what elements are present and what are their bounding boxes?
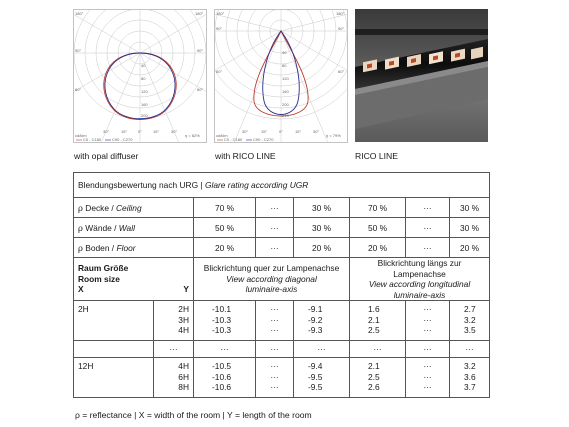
angle-label: 0° [279, 129, 283, 134]
table-cell: ··· [450, 341, 490, 358]
table-cell: 70 % [194, 198, 256, 218]
scale-label: 160 [141, 102, 148, 107]
scale-label: 120 [141, 89, 148, 94]
angle-label: 60° [197, 87, 204, 92]
table-cell: ··· [406, 341, 450, 358]
room-size-header: Raum Größe Room size X Y [74, 258, 194, 301]
room-x: 12H [74, 358, 154, 398]
angle-label: 15° [153, 129, 160, 134]
table-cell: ··· [406, 198, 450, 218]
ugr-values: 2.7 3.2 3.5 [450, 301, 490, 341]
polar-diagram-opal [73, 9, 207, 143]
angle-label: 0° [138, 129, 142, 134]
table-cell: 20 % [294, 238, 350, 258]
scale-label: 160 [282, 89, 289, 94]
angle-label: 30° [103, 129, 110, 134]
table-cell: ··· [406, 238, 450, 258]
ugr-values: -9.4 -9.5 -9.5 [294, 358, 350, 398]
room-y-list: 2H 3H 4H [154, 301, 194, 341]
title-separator: | [198, 180, 205, 190]
room-y-list: 4H 6H 8H [154, 358, 194, 398]
legend-entry: C90 - C270 [112, 137, 133, 142]
ugr-values: 3.2 3.6 3.7 [450, 358, 490, 398]
caption-opal: with opal diffuser [74, 151, 139, 161]
table-cell: ··· [350, 341, 406, 358]
angle-label: 90° [216, 26, 223, 31]
angle-label: 90° [197, 48, 204, 53]
ugr-values: -10.1 -10.3 -10.3 [194, 301, 256, 341]
scale-label: 120 [282, 76, 289, 81]
table-cell: 30 % [450, 198, 490, 218]
table-cell: ··· [294, 341, 350, 358]
efficiency-label: η = 79% [326, 133, 341, 138]
product-photo-svg [355, 9, 488, 142]
scale-label: 80 [282, 63, 287, 68]
table-cell: 20 % [194, 238, 256, 258]
caption-photo: RICO LINE [355, 151, 398, 161]
table-cell: 20 % [350, 238, 406, 258]
table-row-group-12h [74, 358, 490, 398]
angle-label: 180° [216, 11, 225, 16]
table-cell: ··· [154, 341, 194, 358]
scale-label: 40 [141, 63, 146, 68]
row-label: ρ Decke / Ceiling [74, 198, 194, 218]
reflectance-row-wall [74, 218, 490, 238]
table-cell: ··· [406, 218, 450, 238]
reflectance-row-floor [74, 238, 490, 258]
polar-diagram-opal-svg [73, 9, 207, 143]
angle-label: 30° [171, 129, 178, 134]
table-cell: 30 % [450, 218, 490, 238]
table-cell: 70 % [350, 198, 406, 218]
ugr-values: ··· ··· ··· [406, 301, 450, 341]
table-cell: 50 % [350, 218, 406, 238]
ugr-values: 2.1 2.5 2.6 [350, 358, 406, 398]
angle-label: 90° [75, 48, 82, 53]
angle-label: 60° [216, 69, 223, 74]
row-label: ρ Boden / Floor [74, 238, 194, 258]
table-cell: ··· [256, 238, 294, 258]
table-row-ellipsis [74, 341, 490, 358]
table-row-group-2h [74, 301, 490, 341]
product-photo [355, 9, 488, 142]
scale-label: 80 [141, 76, 146, 81]
scale-label: 200 [141, 113, 148, 118]
angle-label: 90° [338, 26, 345, 31]
efficiency-label: η = 82% [185, 133, 200, 138]
angle-label: 30° [313, 129, 320, 134]
table-cell: 30 % [294, 218, 350, 238]
scale-label: 200 [282, 102, 289, 107]
table-cell: ··· [256, 198, 294, 218]
view-header-row [74, 258, 490, 301]
view-cross-header: Blickrichtung quer zur Lampenachse View according diagonal luminaire-axis [194, 258, 350, 301]
unit-label: cd/klm [216, 133, 228, 138]
angle-label: 180° [195, 11, 204, 16]
table-title-row [74, 173, 490, 198]
angle-label: 15° [261, 129, 268, 134]
table-cell [74, 341, 154, 358]
table-cell: 50 % [194, 218, 256, 238]
unit-label: cd/klm [75, 133, 87, 138]
caption-rico: with RICO LINE [215, 151, 276, 161]
ugr-values: ··· ··· ··· [406, 358, 450, 398]
room-x: 2H [74, 301, 154, 341]
angle-label: 30° [242, 129, 249, 134]
angle-label: 15° [295, 129, 302, 134]
legend-entry: C0 - C180 [83, 137, 102, 142]
footnote: ρ = reflectance | X = width of the room | Y = length of the room [75, 410, 312, 420]
table-title [74, 173, 490, 198]
polar-diagram-rico-svg [214, 9, 348, 143]
table-cell: ··· [256, 341, 294, 358]
angle-label: 60° [338, 69, 345, 74]
title-en: Glare rating according UGR [204, 180, 309, 190]
angle-label: 180° [336, 11, 345, 16]
row-label: ρ Wände / Wall [74, 218, 194, 238]
ugr-values: ··· ··· ··· [256, 301, 294, 341]
angle-label: 180° [75, 11, 84, 16]
polar-diagram-rico [214, 9, 348, 143]
angle-label: 60° [75, 87, 82, 92]
table-cell: ··· [256, 218, 294, 238]
ugr-values: ··· ··· ··· [256, 358, 294, 398]
table-cell: 30 % [294, 198, 350, 218]
table-cell: 20 % [450, 238, 490, 258]
ugr-table [73, 172, 490, 398]
view-along-header: Blickrichtung längs zur Lampenachse View according longitudinal luminaire-axis [350, 258, 490, 301]
scale-label: 240 [282, 113, 289, 118]
scale-label: 40 [282, 50, 287, 55]
ugr-values: -10.5 -10.6 -10.6 [194, 358, 256, 398]
ugr-values: -9.1 -9.2 -9.3 [294, 301, 350, 341]
title-de: Blendungsbewertung nach URG [78, 180, 199, 190]
legend-entry: C90 - C270 [253, 137, 274, 142]
legend-entry: C0 - C180 [224, 137, 243, 142]
reflectance-row-ceiling [74, 198, 490, 218]
angle-label: 15° [121, 129, 128, 134]
table-cell: ··· [194, 341, 256, 358]
ugr-values: 1.6 2.1 2.5 [350, 301, 406, 341]
